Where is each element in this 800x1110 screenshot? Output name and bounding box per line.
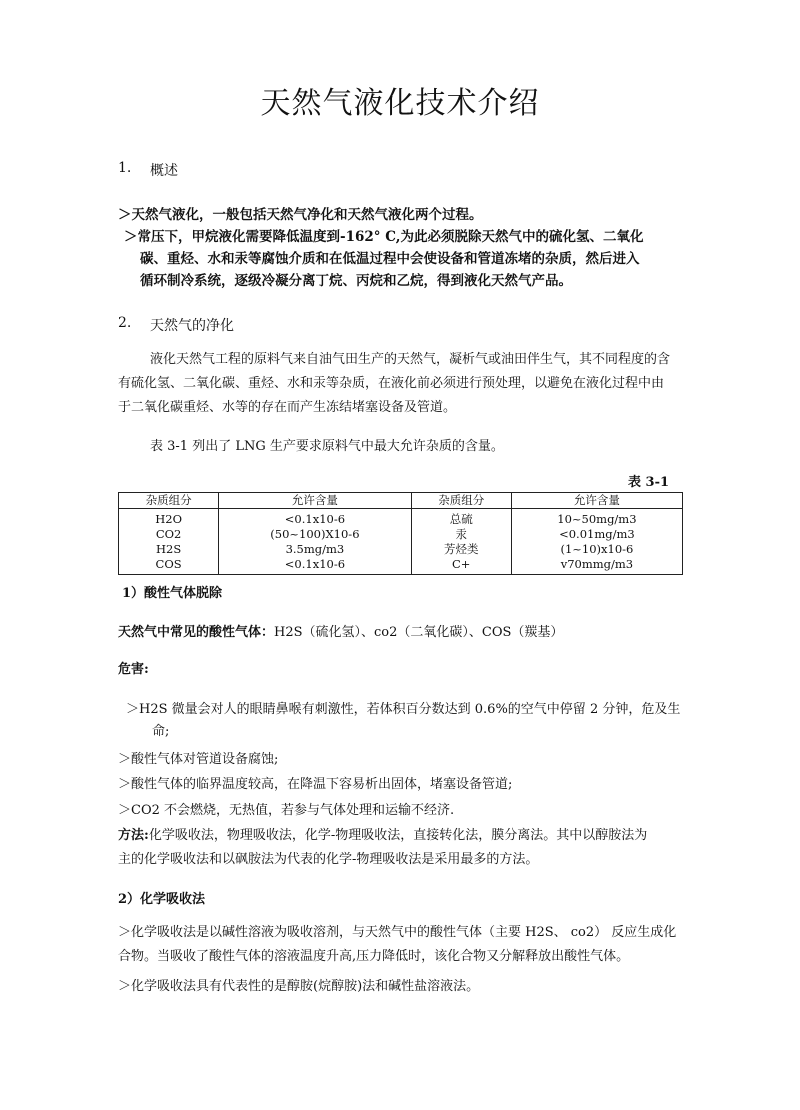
table-cell: <0.1x10-6 (50~100)X10-6 3.5mg/m3 <0.1x10-6 — [219, 509, 411, 575]
acid-gases-label: 天然气中常见的酸性气体： — [118, 625, 275, 640]
chem-line-1: ＞化学吸收法是以碱性溶液为吸收溶剂，与天然气中的酸性气体（主要 H2S、 co2） 反应生成化 — [118, 925, 677, 940]
table-label: 表 3-1 — [628, 475, 670, 490]
acid-gases-list: H2S（硫化氢）、co2（二氧化碳）、COS（羰基） — [274, 625, 564, 640]
method-text: 化学吸收法，物理吸收法，化学-物理吸收法，直接转化法，膜分离法。其中以醇胺法为 — [148, 828, 648, 843]
table-cell: H2O CO2 H2S COS — [119, 509, 219, 575]
paragraph-line-1: 液化天然气工程的原料气来自油气田生产的天然气，凝析气或油田伴生气，其不同程度的含 — [150, 352, 671, 367]
harm-item-2: ＞酸性气体对管道设备腐蚀; — [118, 752, 279, 767]
paragraph-line-2: 有硫化氢、二氧化碳、重烃、水和汞等杂质，在液化前必须进行预处理，以避免在液化过程中由 — [118, 376, 665, 391]
section-2-number: 2. — [118, 315, 132, 331]
harm-item-1: ＞H2S 微量会对人的眼睛鼻喉有刺激性，若体积百分数达到 0.6%的空气中停留 2 分钟，危及生 — [126, 702, 681, 717]
table-cell: 10~50mg/m3 <0.01mg/m3 (1~10)x10-6 v70mmg/m3 — [511, 509, 682, 575]
harm-item-3: ＞酸性气体的临界温度较高，在降温下容易析出固体，堵塞设备管道; — [118, 777, 513, 792]
bullet-1: ＞天然气液化，一般包括天然气净化和天然气液化两个过程。 — [118, 207, 483, 223]
impurity-table — [118, 492, 683, 575]
paragraph-line-3: 于二氧化碳重烃、水等的存在而产生冻结堵塞设备及管道。 — [118, 400, 457, 415]
table-header-row — [119, 493, 683, 509]
harm-item-4: ＞CO2 不会燃烧，无热值，若参与气体处理和运输不经济. — [118, 803, 455, 818]
table-row — [119, 509, 683, 575]
bullet-2-line-2: 碳、重烃、水和汞等腐蚀介质和在低温过程中会使设备和管道冻堵的杂质，然后进入 — [140, 251, 640, 267]
section-1-heading: 概述 — [150, 163, 178, 179]
harm-heading: 危害: — [118, 662, 149, 677]
table-header: 允许含量 — [511, 493, 682, 509]
method-line-1 — [118, 825, 647, 846]
subsection-1-heading: 1）酸性气体脱除 — [122, 586, 223, 601]
page-title: 天然气液化技术介绍 — [260, 86, 540, 121]
harm-item-1-cont: 命; — [152, 724, 170, 739]
table-header: 杂质组分 — [119, 493, 219, 509]
table-header: 杂质组分 — [411, 493, 511, 509]
bullet-2-line-1: ＞常压下，甲烷液化需要降低温度到-162° C,为此必须脱除天然气中的硫化氢、二氧化 — [124, 229, 644, 245]
table-cell: 总硫 汞 芳烃类 C+ — [411, 509, 511, 575]
table-header: 允许含量 — [219, 493, 411, 509]
method-label: 方法: — [118, 828, 149, 843]
table-intro: 表 3-1 列出了 LNG 生产要求原料气中最大允许杂质的含量。 — [150, 439, 504, 454]
chem-line-3: ＞化学吸收法具有代表性的是醇胺(烷醇胺)法和碱性盐溶液法。 — [118, 979, 480, 994]
subsection-2-heading: 2）化学吸收法 — [118, 892, 206, 907]
acid-gases-line — [118, 622, 563, 643]
section-2-heading: 天然气的净化 — [150, 318, 234, 334]
method-line-2: 主的化学吸收法和以砜胺法为代表的化学-物理吸收法是采用最多的方法。 — [118, 852, 539, 867]
bullet-2-line-3: 循环制冷系统，逐级冷凝分离丁烷、丙烷和乙烷，得到液化天然气产品。 — [140, 273, 572, 289]
chem-line-2: 合物。当吸收了酸性气体的溶液温度升高,压力降低时，该化合物又分解释放出酸性气体。 — [118, 949, 630, 964]
section-1-number: 1. — [118, 160, 132, 176]
